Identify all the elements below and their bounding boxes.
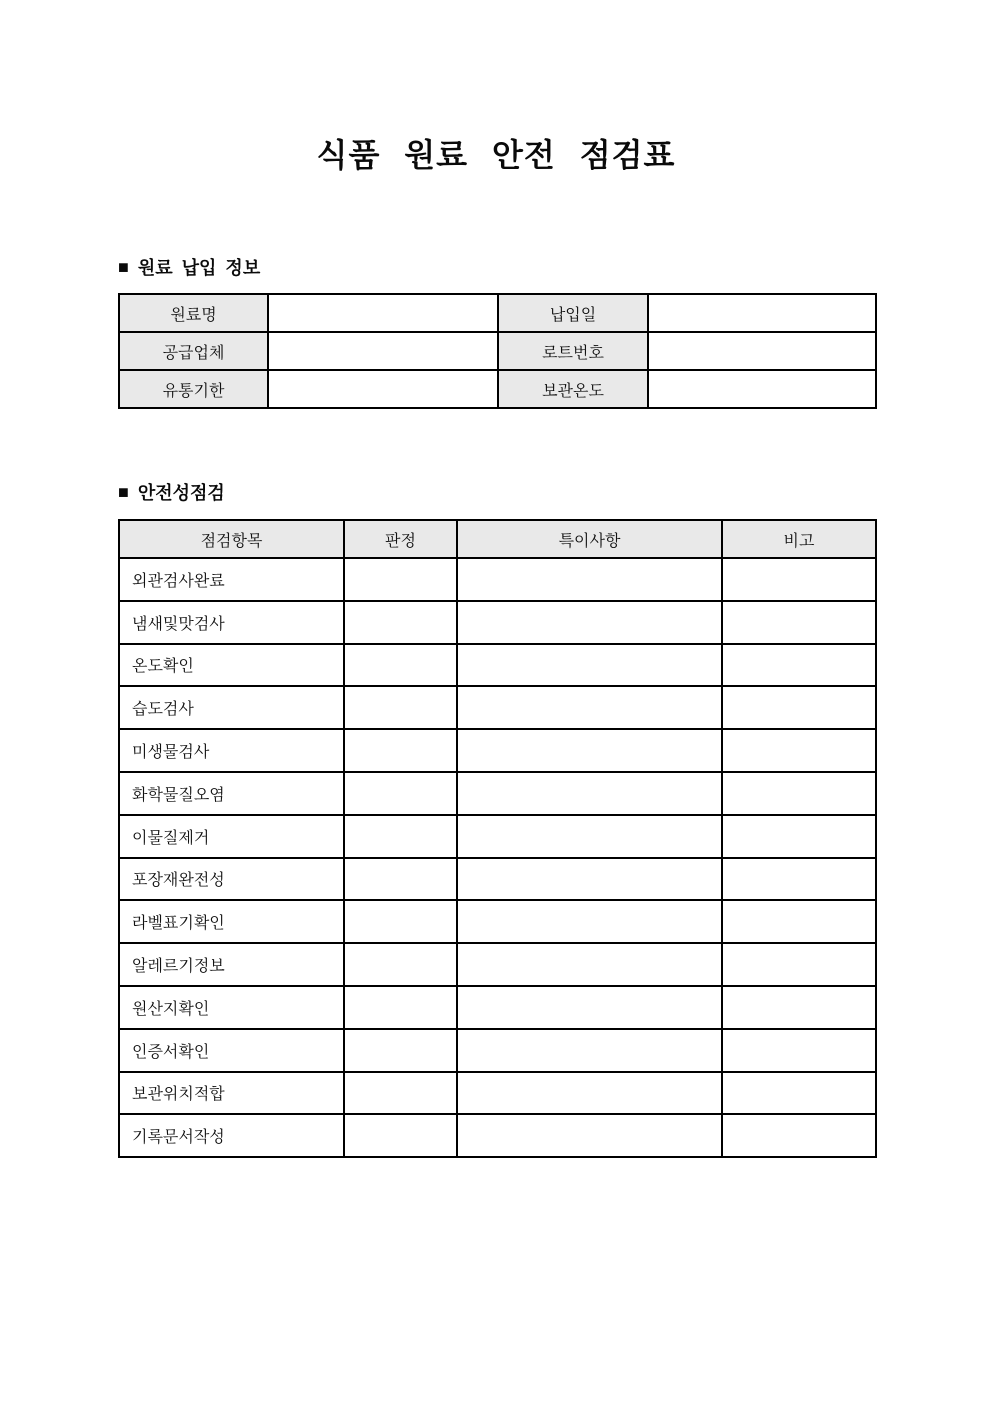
- note-cell: [722, 558, 876, 601]
- judgment-cell: [344, 900, 457, 943]
- remarks-cell: [457, 601, 722, 644]
- check-table-row: [119, 815, 876, 858]
- info-value-supplier: [268, 332, 498, 370]
- info-label-lot-number: 로트번호: [498, 332, 648, 370]
- remarks-cell: [457, 558, 722, 601]
- check-item-label: 냄새및맛검사: [119, 601, 344, 644]
- info-table-row: [119, 294, 876, 332]
- note-cell: [722, 986, 876, 1029]
- remarks-cell: [457, 900, 722, 943]
- check-item-label: 외관검사완료: [119, 558, 344, 601]
- check-item-label: 온도확인: [119, 644, 344, 687]
- check-item-label: 기록문서작성: [119, 1114, 344, 1157]
- check-table-row: [119, 858, 876, 901]
- judgment-cell: [344, 858, 457, 901]
- note-cell: [722, 601, 876, 644]
- safety-check-table: [118, 519, 877, 1158]
- note-cell: [722, 858, 876, 901]
- column-header-judgment: 판정: [344, 520, 457, 558]
- check-table-row: [119, 1114, 876, 1157]
- check-table-row: [119, 729, 876, 772]
- section-header-safety-check: [118, 479, 992, 505]
- check-table-row: [119, 772, 876, 815]
- check-table-header-row: [119, 520, 876, 558]
- check-table-row: [119, 943, 876, 986]
- judgment-cell: [344, 686, 457, 729]
- remarks-cell: [457, 1072, 722, 1115]
- info-label-material-name: 원료명: [119, 294, 268, 332]
- remarks-cell: [457, 858, 722, 901]
- note-cell: [722, 943, 876, 986]
- info-value-lot-number: [648, 332, 876, 370]
- check-item-label: 보관위치적합: [119, 1072, 344, 1115]
- judgment-cell: [344, 943, 457, 986]
- judgment-cell: [344, 558, 457, 601]
- note-cell: [722, 644, 876, 687]
- remarks-cell: [457, 943, 722, 986]
- judgment-cell: [344, 815, 457, 858]
- note-cell: [722, 900, 876, 943]
- square-bullet-icon: ■: [118, 482, 129, 502]
- info-table-row: [119, 370, 876, 408]
- check-item-label: 이물질제거: [119, 815, 344, 858]
- note-cell: [722, 1029, 876, 1072]
- judgment-cell: [344, 1072, 457, 1115]
- delivery-info-table: [118, 293, 877, 409]
- note-cell: [722, 729, 876, 772]
- check-table-row: [119, 644, 876, 687]
- remarks-cell: [457, 729, 722, 772]
- check-item-label: 원산지확인: [119, 986, 344, 1029]
- check-item-label: 포장재완전성: [119, 858, 344, 901]
- column-header-remarks: 특이사항: [457, 520, 722, 558]
- remarks-cell: [457, 815, 722, 858]
- note-cell: [722, 815, 876, 858]
- column-header-check-item: 점검항목: [119, 520, 344, 558]
- info-value-expiry-date: [268, 370, 498, 408]
- check-item-label: 알레르기정보: [119, 943, 344, 986]
- check-item-label: 인증서확인: [119, 1029, 344, 1072]
- section-title-delivery-info: 원료 납입 정보: [137, 258, 261, 278]
- note-cell: [722, 1114, 876, 1157]
- check-item-label: 미생물검사: [119, 729, 344, 772]
- check-item-label: 습도검사: [119, 686, 344, 729]
- check-table-row: [119, 986, 876, 1029]
- judgment-cell: [344, 644, 457, 687]
- check-item-label: 라벨표기확인: [119, 900, 344, 943]
- check-item-label: 화학물질오염: [119, 772, 344, 815]
- judgment-cell: [344, 1114, 457, 1157]
- remarks-cell: [457, 986, 722, 1029]
- check-table-row: [119, 1072, 876, 1115]
- remarks-cell: [457, 644, 722, 687]
- check-table-row: [119, 601, 876, 644]
- check-table-row: [119, 900, 876, 943]
- remarks-cell: [457, 1029, 722, 1072]
- info-value-storage-temp: [648, 370, 876, 408]
- info-value-delivery-date: [648, 294, 876, 332]
- judgment-cell: [344, 601, 457, 644]
- judgment-cell: [344, 1029, 457, 1072]
- remarks-cell: [457, 772, 722, 815]
- info-label-expiry-date: 유통기한: [119, 370, 268, 408]
- square-bullet-icon: ■: [118, 257, 129, 277]
- remarks-cell: [457, 1114, 722, 1157]
- info-label-delivery-date: 납입일: [498, 294, 648, 332]
- info-label-storage-temp: 보관온도: [498, 370, 648, 408]
- check-table-row: [119, 558, 876, 601]
- info-label-supplier: 공급업체: [119, 332, 268, 370]
- check-table-row: [119, 1029, 876, 1072]
- section-header-delivery-info: [118, 254, 992, 280]
- section-title-safety-check: 안전성점검: [137, 483, 225, 503]
- column-header-note: 비고: [722, 520, 876, 558]
- note-cell: [722, 686, 876, 729]
- remarks-cell: [457, 686, 722, 729]
- page-title: 식품 원료 안전 점검표: [316, 137, 676, 173]
- info-value-material-name: [268, 294, 498, 332]
- judgment-cell: [344, 986, 457, 1029]
- note-cell: [722, 772, 876, 815]
- check-table-row: [119, 686, 876, 729]
- judgment-cell: [344, 772, 457, 815]
- note-cell: [722, 1072, 876, 1115]
- judgment-cell: [344, 729, 457, 772]
- info-table-row: [119, 332, 876, 370]
